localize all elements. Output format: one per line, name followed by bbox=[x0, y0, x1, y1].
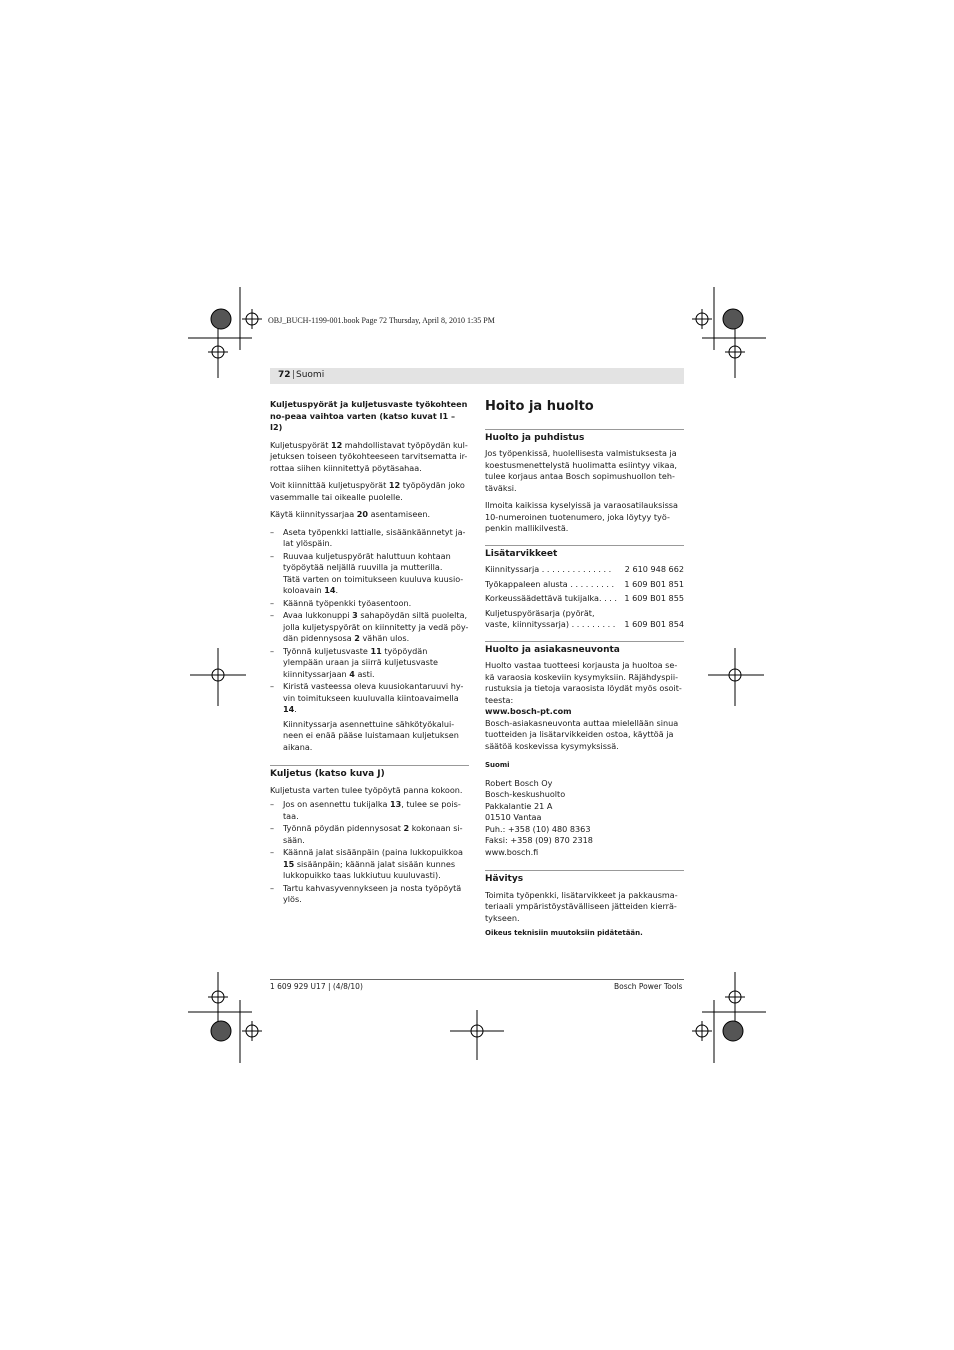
disposal-heading: Hävitys bbox=[485, 870, 684, 886]
step-4: – Avaa lukkonuppi 3 sahapöydän siltä puolelta, jolla kuljetyspyörät on kiinnitetty ja vedä pöy-dän pidennysosa 2 vähän ulos. bbox=[270, 610, 469, 643]
section-name: Suomi bbox=[296, 370, 325, 380]
clean-para-1: Jos työpenkissä, huolellisesta valmistuksesta ja koestusmenettelystä huolimatta esiintyy vikaa, tulee korjaus antaa Bosch sopimushuollon teh-täväksi. bbox=[485, 448, 677, 493]
step-6-note: Kiinnityssarja asennettuine sähkötyökalui-neen ei enää pääse luistamaan kuljetuksen aikana. bbox=[283, 718, 459, 752]
accessories-heading: Lisätarvikkeet bbox=[485, 545, 684, 561]
address-line: Bosch-keskushuolto bbox=[485, 789, 566, 799]
address-line: Faksi: +358 (09) 870 2318 bbox=[485, 835, 593, 845]
step-3: – Käännä työpenkki työasentoon. bbox=[270, 597, 412, 608]
k-step-1: – Jos on asennettu tukijalka 13, tulee se pois-taa. bbox=[270, 799, 461, 821]
address-block bbox=[485, 778, 684, 859]
clean-heading: Huolto ja puhdistus bbox=[485, 429, 684, 445]
accessory-row: Kiinnityssarja . . . . . . . . . . . . . . 2 610 948 662 bbox=[485, 564, 684, 574]
footer-doc-number: 1 609 929 U17 | (4/8/10) bbox=[270, 982, 363, 991]
k-step-4: – Tartu kahvasyvennykseen ja nosta työpöytä ylös. bbox=[270, 882, 462, 904]
step-1: – Aseta työpenkki lattialle, sisäänkäännetyt ja-lat ylöspäin. bbox=[270, 526, 466, 548]
step-2: – Ruuvaa kuljetuspyörät haluttuun kohtaan työpöytää neljällä ruuvilla ja mutterilla. Tätä varten on toimitukseen kuuluva kuusio-koloavain 14. bbox=[270, 550, 464, 595]
intro-heading: Kuljetuspyörät ja kuljetusvaste työkohteen no-peaa vaihtoa varten (katso kuvat I1 – I2) bbox=[270, 399, 468, 432]
service-heading: Huolto ja asiakasneuvonta bbox=[485, 641, 684, 657]
accessory-row: Työkappaleen alusta . . . . . . . . . 1 609 B01 851 bbox=[485, 578, 684, 589]
footer-brand: Bosch Power Tools bbox=[614, 982, 683, 991]
left-column bbox=[270, 399, 469, 907]
kuljetus-intro: Kuljetusta varten tulee työpöytä panna kokoon. bbox=[270, 784, 463, 795]
main-title: Hoito ja huolto bbox=[485, 399, 594, 414]
address-line: Pakkalantie 21 A bbox=[485, 800, 553, 811]
address-website[interactable]: www.bosch.fi bbox=[485, 846, 539, 857]
disposal-para: Toimita työpenkki, lisätarvikkeet ja pakkausma-teriaali ympäristöystävälliseen jätteiden kierrä-tykseen. bbox=[485, 889, 678, 923]
accessory-row: Korkeussäädettävä tukijalka. . . . 1 609 B01 855 bbox=[485, 593, 684, 603]
para-1: Kuljetuspyörät 12 mahdollistavat työpöydän kul-jetuksen toiseen työkohteeseen tarvitsematta ir-rottaa siihen kiinnitettyä pöytäsahaa. bbox=[270, 439, 468, 473]
rights-notice: Oikeus teknisiin muutoksiin pidätetään. bbox=[485, 929, 643, 937]
service-para-1: Huolto vastaa tuotteesi korjausta ja huoltoa se-kä varaosia koskeviin kysymyksiin. Räjähdyspii-rustuksia ja tietoja varaosista löydät myös osoit-teesta: bbox=[485, 660, 682, 705]
address-line: 01510 Vantaa bbox=[485, 812, 542, 822]
service-url[interactable]: www.bosch-pt.com bbox=[485, 706, 572, 716]
kuljetus-heading: Kuljetus (katso kuva J) bbox=[270, 765, 469, 781]
address-line: Robert Bosch Oy bbox=[485, 777, 553, 788]
para-3: Käytä kiinnityssarjaa 20 asentamiseen. bbox=[270, 509, 431, 519]
k-step-2: – Työnnä pöydän pidennysosat 2 kokonaan si-sään. bbox=[270, 823, 463, 845]
k-step-3: – Käännä jalat sisäänpäin (paina lukkopuikkoa 15 sisäänpäin; käännä jalat sisään kunnes lukkopuikko taas lukkiutuu kuuluvasti). bbox=[270, 847, 463, 880]
address-line: Puh.: +358 (10) 480 8363 bbox=[485, 823, 591, 834]
country-label: Suomi bbox=[485, 761, 510, 769]
accessory-row-4-line1: Kuljetuspyöräsarja (pyörät, bbox=[485, 607, 595, 618]
print-line: OBJ_BUCH-1199-001.book Page 72 Thursday, April 8, 2010 1:35 PM bbox=[268, 316, 495, 325]
footer-rule bbox=[270, 979, 684, 980]
step-6: – Kiristä vasteessa oleva kuusiokantaruuvi hy-vin toimitukseen kuuluvalla kiintoavaimella 14. bbox=[270, 681, 464, 714]
step-5: – Työnnä kuljetusvaste 11 työpöydän ylempään uraan ja siirrä kuljetusvaste kiinnityssarjaan 4 asti. bbox=[270, 645, 438, 679]
header-bar bbox=[270, 368, 684, 384]
header-separator: | bbox=[292, 370, 296, 380]
right-column bbox=[485, 398, 684, 946]
para-2: Voit kiinnittää kuljetuspyörät 12 työpöydän joko vasemmalle tai oikealle puolelle. bbox=[270, 480, 465, 502]
accessory-row: vaste, kiinnityssarja) . . . . . . . . . 1 609 B01 854 bbox=[485, 619, 684, 629]
page-number: 72 bbox=[278, 370, 291, 380]
service-para-2: Bosch-asiakasneuvonta auttaa mielellään sinua tuotteiden ja lisätarvikkeiden ostoa, käyttöä ja säätöä koskevissa kysymyksissä. bbox=[485, 717, 679, 751]
clean-para-2: Ilmoita kaikissa kyselyissä ja varaosatilauksissa 10-numeroinen tuotenumero, joka löytyy työ-penkin mallikilvestä. bbox=[485, 500, 678, 533]
